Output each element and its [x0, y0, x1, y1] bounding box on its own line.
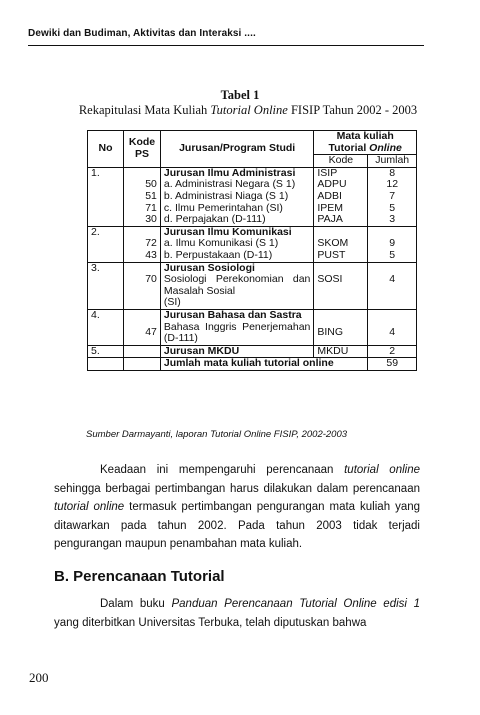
- col-kode-header: Kode: [314, 155, 368, 168]
- recap-table: [87, 130, 417, 371]
- table-row: 47 Bahasa Inggris Penerjemahan (D-111) BING 4: [88, 322, 417, 346]
- table-row: 30 d. Perpajakan (D-111) PAJA 3: [88, 214, 417, 226]
- table-row: 4. Jurusan Bahasa dan Sastra: [88, 309, 417, 321]
- col-no-header: No: [88, 131, 124, 168]
- col-mk-header: Mata kuliah Tutorial Online: [314, 131, 417, 155]
- table-row: 2. Jurusan Ilmu Komunikasi: [88, 226, 417, 238]
- paragraph-2: Dalam buku Panduan Perencanaan Tutorial Online edisi 1 yang diterbitkan Universitas Terbuka, telah diputuskan bahwa: [54, 598, 421, 629]
- col-kode-ps-header: Kode PS: [124, 131, 161, 168]
- table-row: 51 b. Administrasi Niaga (S 1) ADBI 7: [88, 191, 417, 203]
- table-title: Tabel 1: [220, 88, 260, 102]
- table-row: 72 a. Ilmu Komunikasi (S 1) SKOM 9: [88, 238, 417, 250]
- table-row: 5. Jurusan MKDU MKDU 2: [88, 345, 417, 358]
- running-header: Dewiki dan Budiman, Aktivitas dan Interaksi ....: [28, 28, 256, 39]
- paragraph-1: Keadaan ini mempengaruhi perencanaan tutorial online sehingga berbagai pertimbangan harus dilakukan dalam perencanaan tutorial online termasuk pertimbangan pengurangan mata kuliah yang ditawarkan pada tahun 2002. Pada tahun 2003 tidak terjadi pengurangan maupun penambahan mata kuliah.: [54, 464, 420, 550]
- table-row: 1. Jurusan Ilmu Administrasi ISIP 8: [88, 167, 417, 179]
- table-row: 70 Sosiologi Perekonomian dan Masalah Sosial (SI) SOSI 4: [88, 274, 417, 309]
- table-caption: Rekapitulasi Mata Kuliah Tutorial Online FISIP Tahun 2002 - 2003: [78, 103, 418, 117]
- table-row: 71 c. Ilmu Pemerintahan (SI) IPEM 5: [88, 203, 417, 215]
- col-jumlah-header: Jumlah: [368, 155, 417, 168]
- table-row: 43 b. Perpustakaan (D-11) PUST 5: [88, 250, 417, 262]
- page-number: 200: [29, 670, 49, 685]
- total-row: Jumlah mata kuliah tutorial online 59: [88, 358, 417, 371]
- table-source: Sumber Darmayanti, laporan Tutorial Online FISIP, 2002-2003: [86, 429, 348, 440]
- col-jurusan-header: Jurusan/Program Studi: [160, 131, 313, 168]
- section-heading: B. Perencanaan Tutorial: [54, 568, 225, 585]
- table-row: 50 a. Administrasi Negara (S 1) ADPU 12: [88, 179, 417, 191]
- table-row: 3. Jurusan Sosiologi: [88, 262, 417, 274]
- header-rule: [28, 45, 424, 46]
